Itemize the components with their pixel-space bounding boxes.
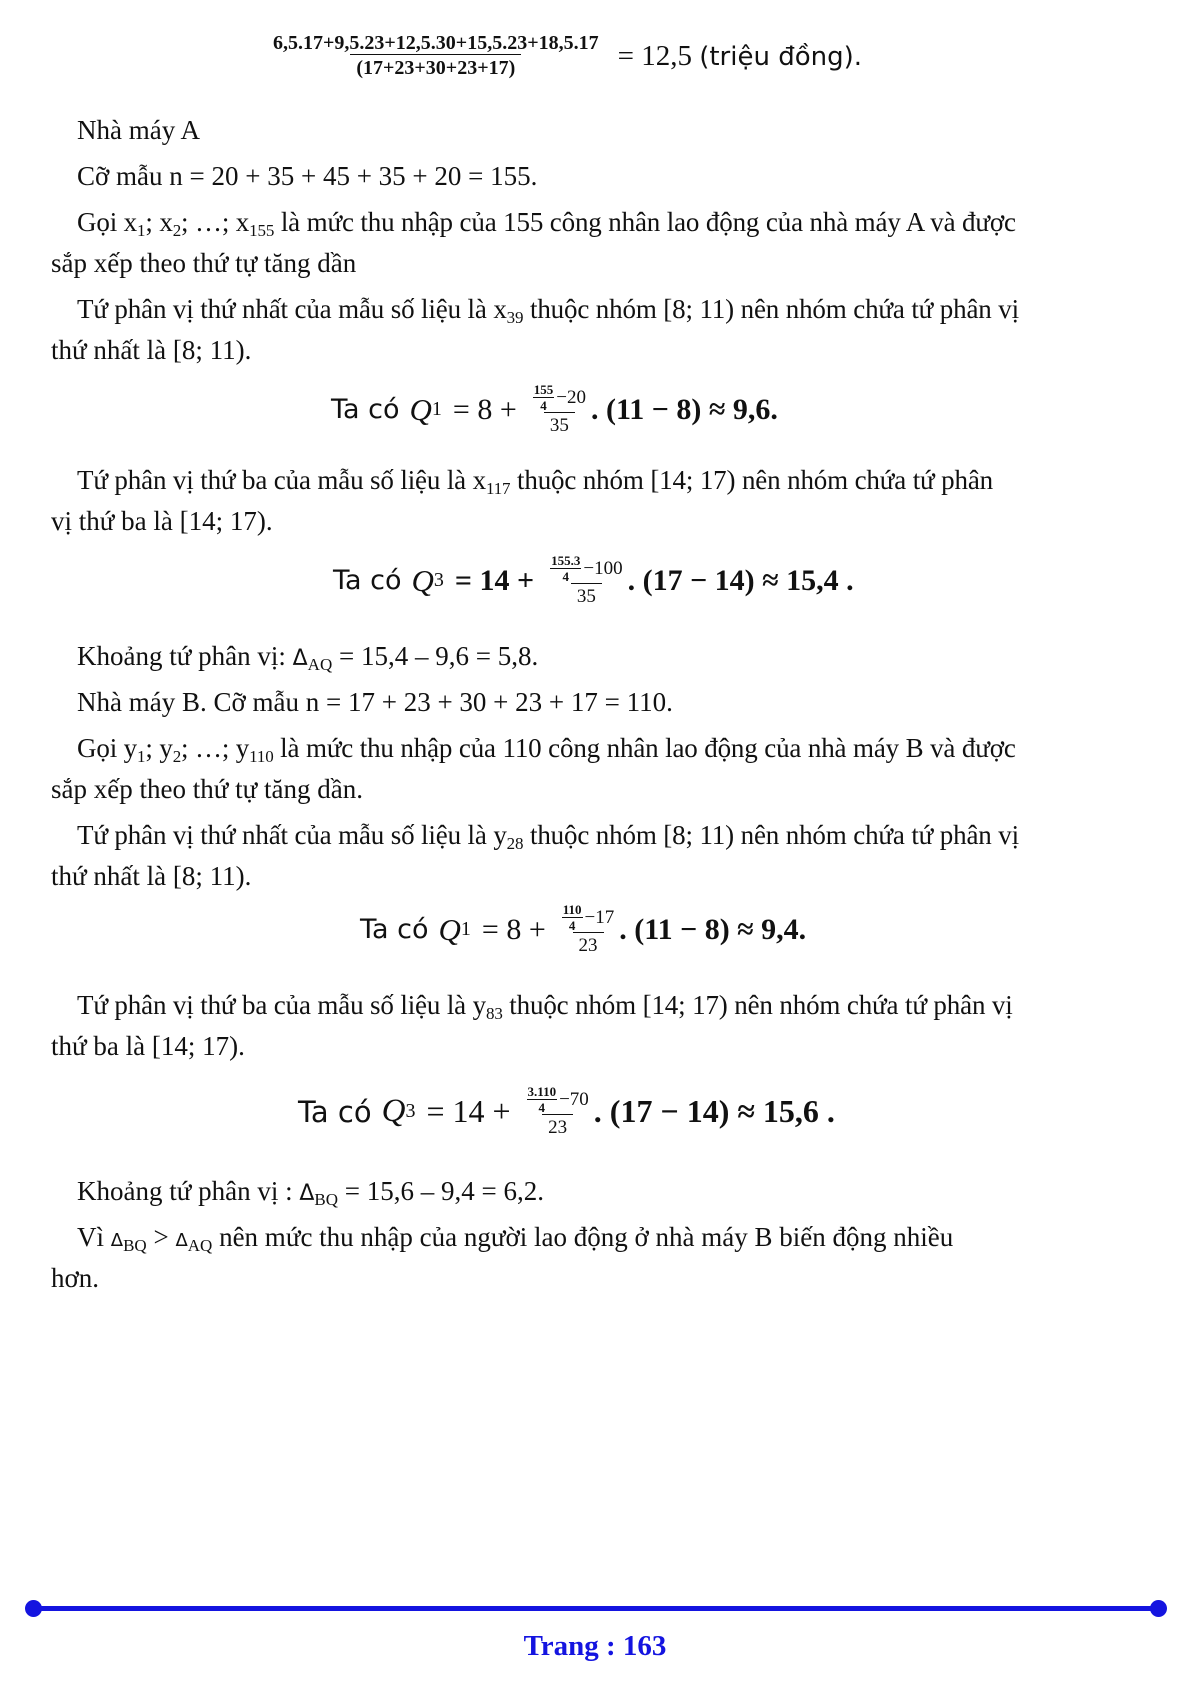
factory-a-q3-equation: Ta có Q 3 = 14 + 155.3 4 −100 35 . (17 − 14) ≈ 15,4 .: [333, 553, 854, 607]
factory-b-q1-equation: Ta có Q 1 = 8 + 110 4 −17 23 . (11 − 8) ≈ 9,4.: [360, 902, 807, 956]
factory-b-q3-text: Tứ phân vị thứ ba của mẫu số liệu là $y_{83}$ thuộc nhóm [14; 17) nên nhóm chứa tứ phân vị: [77, 990, 1013, 1023]
factory-a-q1-equation: Ta có Q 1 = 8 + 155 4 −20 35 . (11 − 8) ≈ 9,6.: [331, 382, 778, 436]
factory-b-q1-text2: thứ nhất là [8; 11).: [51, 861, 252, 891]
factory-b-title-size: Nhà máy B. Cỡ mẫu n = 17 + 23 + 30 + 23 + 17 = 110.: [77, 687, 673, 717]
mean-result: = 12,5 (triệu đồng).: [617, 40, 862, 72]
factory-b-q3-text2: thứ ba là [14; 17).: [51, 1031, 245, 1061]
factory-b-q3-equation: Ta có Q 3 = 14 + 3.110 4 −70 23 . (17 − 14) ≈ 15,6 .: [298, 1084, 835, 1138]
factory-a-q1-text: Tứ phân vị thứ nhất của mẫu số liệu là $x_{39}$ thuộc nhóm [8; 11) nên nhóm chứa tứ phân vị: [77, 294, 1019, 327]
factory-b-iqr: Khoảng tứ phân vị : $\Delta_{BQ} = 15,6 - 9,4 = 6,2$.: [77, 1176, 545, 1209]
footer-right-dot: [1150, 1600, 1167, 1617]
mean-numerator: 6,5.17+9,5.23+12,5.30+15,5.23+18,5.17: [273, 32, 599, 54]
factory-a-let-line2: sắp xếp theo thứ tự tăng dần: [51, 248, 357, 278]
mean-denominator: (17+23+30+23+17): [350, 54, 521, 80]
factory-b-let-line2: sắp xếp theo thứ tự tăng dần.: [51, 774, 363, 804]
factory-a-q3-fraction: 155.3 4 −100 35: [551, 553, 623, 607]
mean-unit: (triệu đồng).: [699, 42, 862, 72]
factory-b-q3-fraction: 3.110 4 −70 23: [527, 1084, 589, 1138]
page-number: Trang : 163: [523, 1630, 667, 1662]
factory-a-q1-fraction: 155 4 −20 35: [533, 382, 586, 436]
mean-fraction: [270, 33, 602, 80]
mean-equation: [268, 33, 862, 80]
conclusion-line2: hơn.: [51, 1263, 100, 1293]
conclusion-line: Vì $\Delta_{BQ} > \Delta_{AQ}$ nên mức thu nhập của người lao động ở nhà máy B biến động nhiều: [77, 1222, 954, 1255]
factory-b-let-line: Gọi $y_1$; $y_2$; …; $y_{110}$ là mức thu nhập của 110 công nhân lao động của nhà máy B và được: [77, 733, 1016, 766]
factory-a-iqr: Khoảng tứ phân vị: $\Delta_{AQ} = 15,4 - 9,6 = 5,8$.: [77, 641, 539, 674]
factory-a-title: Nhà máy A: [77, 115, 200, 145]
factory-a-q3-text: Tứ phân vị thứ ba của mẫu số liệu là $x_{117}$ thuộc nhóm [14; 17) nên nhóm chứa tứ phân: [77, 465, 994, 498]
factory-a-q3-text2: vị thứ ba là [14; 17).: [51, 506, 273, 536]
factory-b-q1-fraction: 110 4 −17 23: [562, 902, 615, 956]
factory-a-let-line: Gọi $x_1$; $x_2$; …; $x_{155}$ là mức thu nhập của 155 công nhân lao động của nhà máy A và được: [77, 207, 1016, 240]
factory-b-q1-text: Tứ phân vị thứ nhất của mẫu số liệu là $y_{28}$ thuộc nhóm [8; 11) nên nhóm chứa tứ phân vị: [77, 820, 1019, 853]
factory-a-q1-text2: thứ nhất là [8; 11).: [51, 335, 252, 365]
factory-a-sample-size: Cỡ mẫu n = 20 + 35 + 45 + 35 + 20 = 155.: [77, 161, 538, 191]
footer-rule: [33, 1606, 1158, 1611]
